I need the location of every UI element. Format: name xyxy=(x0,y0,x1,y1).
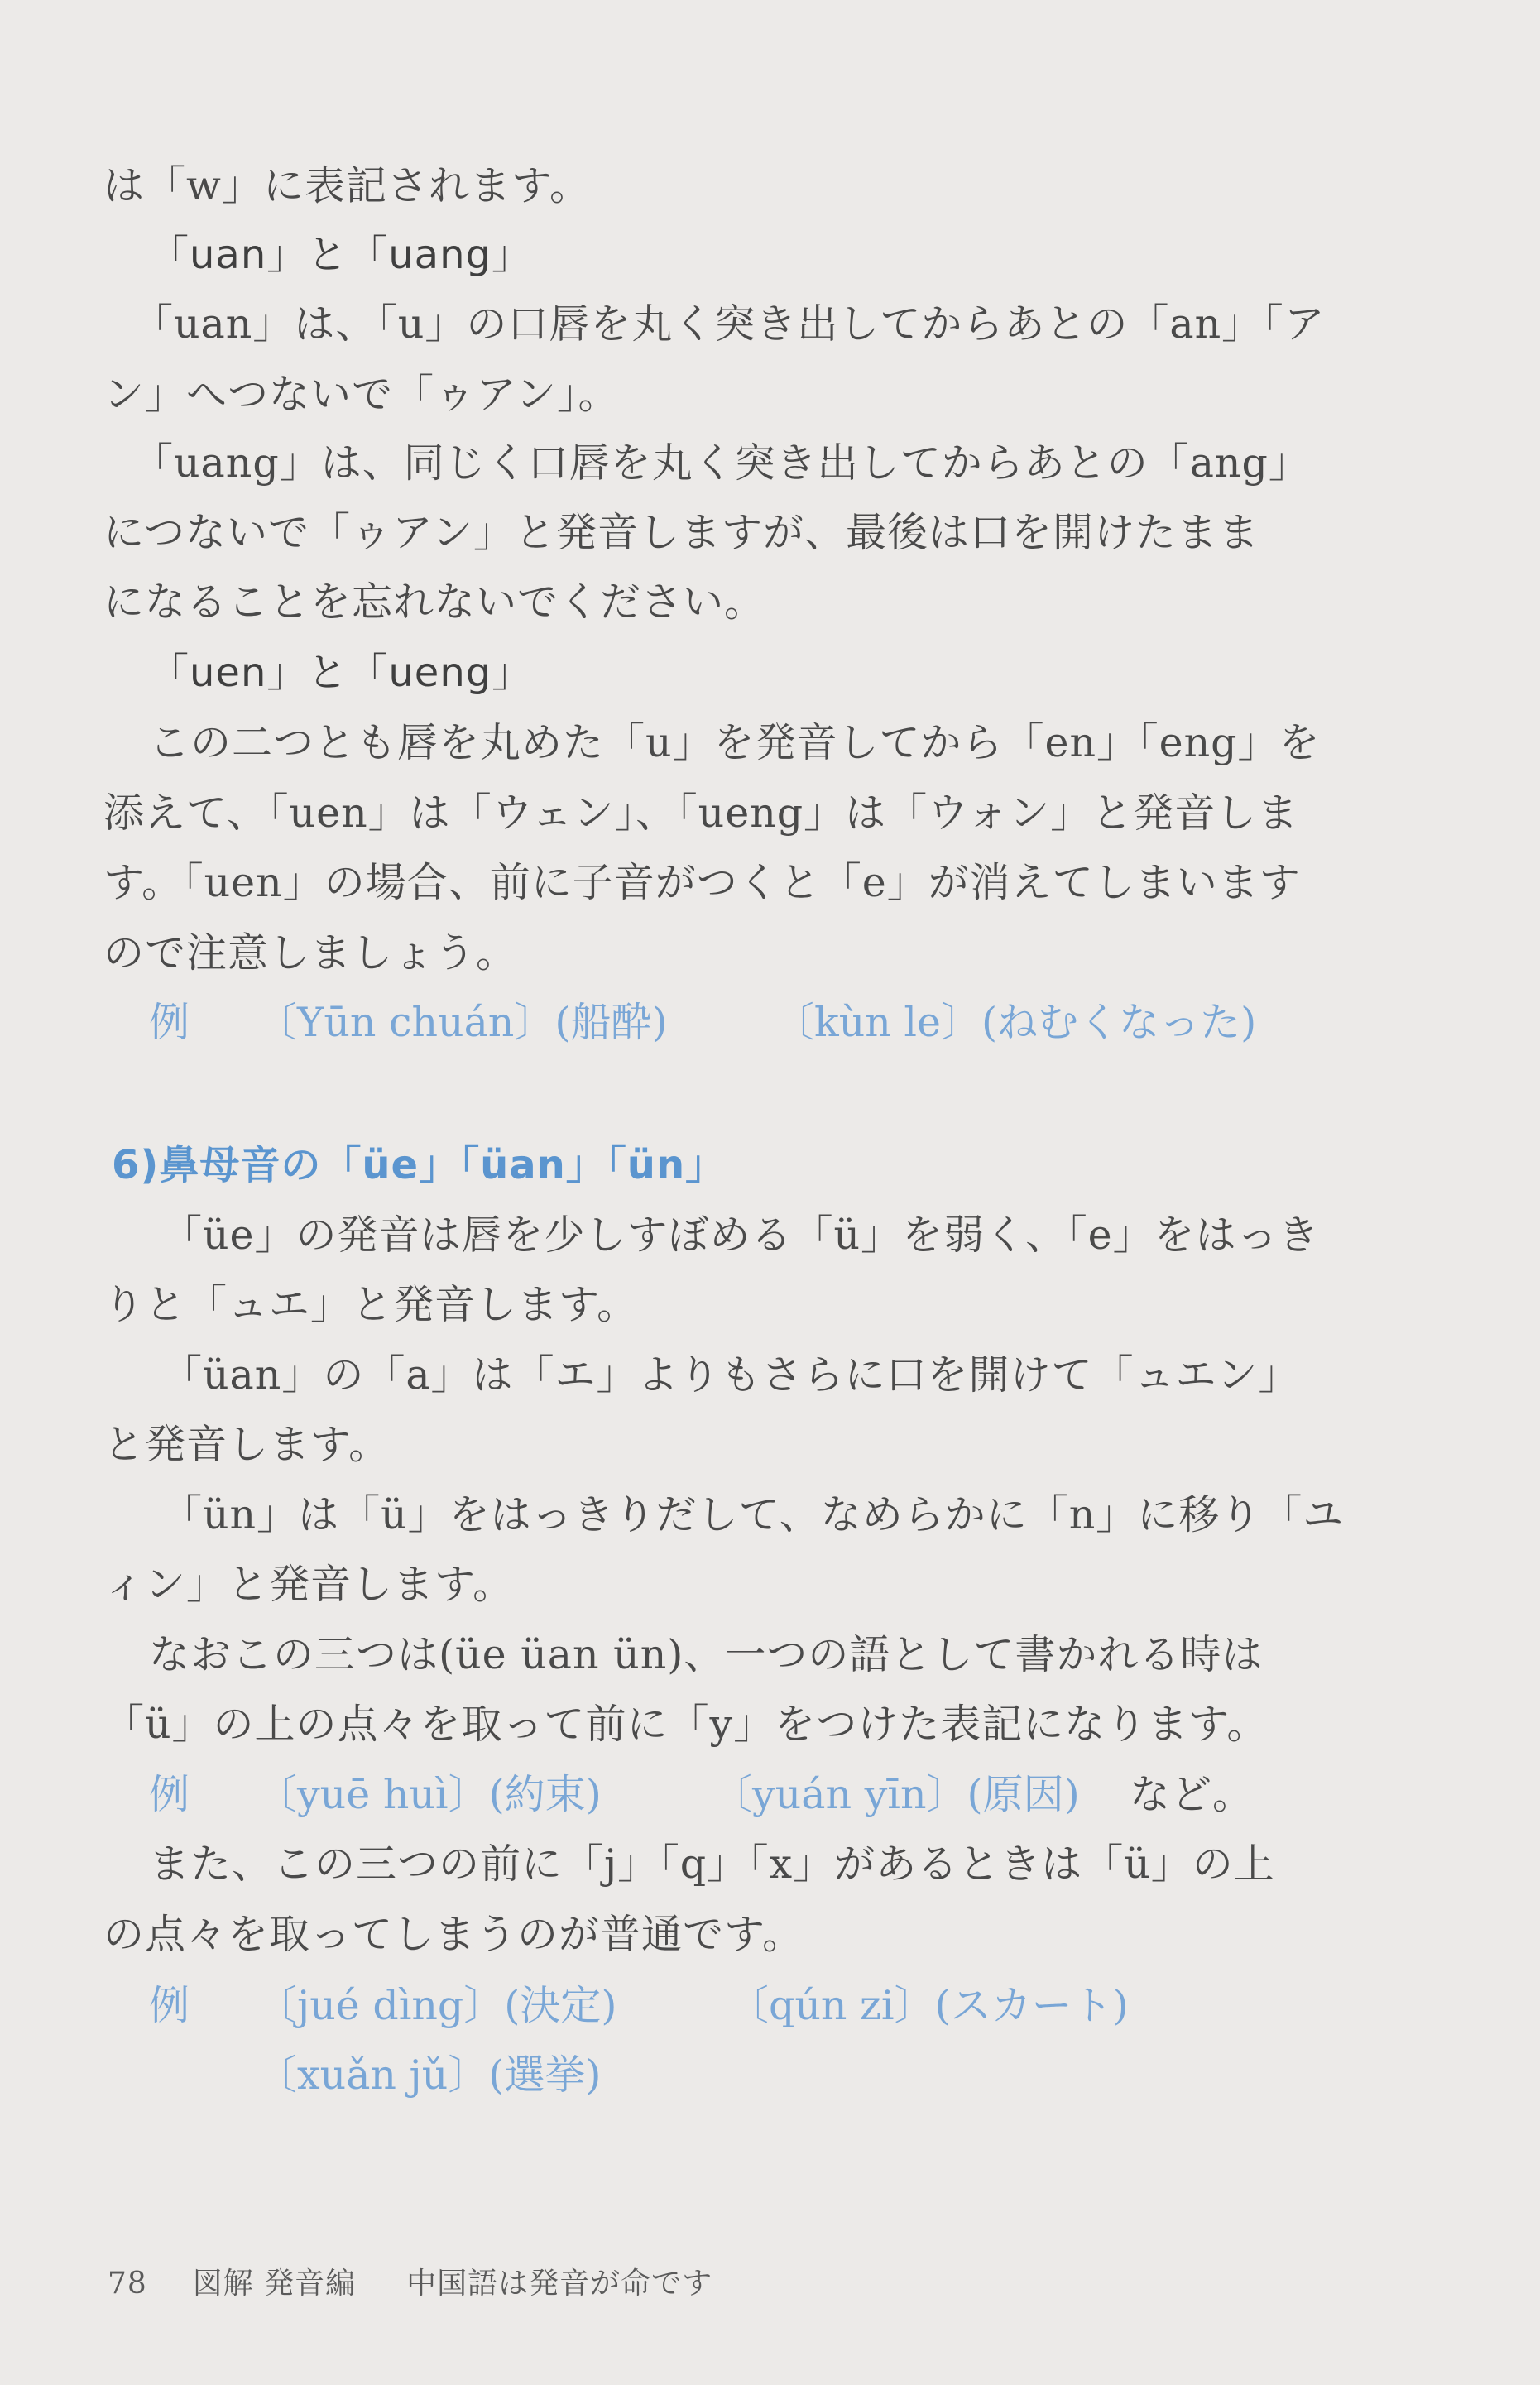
body-line: になることを忘れないでください。 xyxy=(103,578,766,626)
body-line: りと「ュエ」と発音します。 xyxy=(103,1281,639,1328)
body-line: の点々を取ってしまうのが普通です。 xyxy=(103,1911,804,1958)
example-item: 〔qún zi〕(スカート) xyxy=(728,1982,1129,2029)
body-line: 「uang」は、同じく口唇を丸く突き出してからあとの「ang」 xyxy=(132,439,1310,487)
page-number: 78 xyxy=(108,2267,147,2301)
example-label: 例 xyxy=(149,1771,190,1818)
body-line: なおこの三つは(üe üan ün)、一つの語として書かれる時は xyxy=(149,1631,1264,1678)
book-title: 図解 発音編 xyxy=(192,2267,357,2301)
body-line: す。「uen」の場合、前に子音がつくと「e」が消えてしまいます xyxy=(103,859,1301,906)
body-line: と発音します。 xyxy=(103,1421,391,1468)
example-item: 〔yuē huì〕(約束) xyxy=(257,1771,602,1818)
body-line: ので注意しましょう。 xyxy=(103,929,518,977)
example-item: 〔kùn le〕(ねむくなった) xyxy=(774,999,1257,1046)
example-item: 〔yuán yīn〕(原因) xyxy=(712,1771,1080,1818)
book-subtitle: 中国語は発音が命です xyxy=(406,2267,713,2301)
example-item: 〔Yūn chuán〕(船酔) xyxy=(257,999,668,1046)
body-line: ィン」と発音します。 xyxy=(103,1561,515,1608)
body-line: は「w」に表記されます。 xyxy=(103,162,592,209)
example-label: 例 xyxy=(149,999,190,1046)
body-line: につないで「ゥアン」と発音しますが、最後は口を開けたまま xyxy=(103,509,1260,556)
body-line: 「üan」の「a」は「エ」よりもさらに口を開けて「ュエン」 xyxy=(161,1351,1300,1399)
body-line: 添えて、「uen」は「ウェン」、「ueng」は「ウォン」と発音しま xyxy=(103,789,1299,837)
body-line: 「uan」は、「u」の口唇を丸く突き出してからあとの「an」「ア xyxy=(132,300,1326,348)
body-line: ン」へつないで「ゥアン」。 xyxy=(103,371,620,418)
page-footer xyxy=(108,2266,712,2302)
body-line: 「ün」は「ü」をはっきりだして、なめらかに「n」に移り「ユ xyxy=(161,1491,1345,1538)
body-line: 「üe」の発音は唇を少しすぼめる「ü」を弱く、「e」をはっき xyxy=(161,1212,1320,1259)
section-heading: 6)鼻母音の「üe」「üan」「ün」 xyxy=(112,1142,727,1188)
body-text: など。 xyxy=(1130,1771,1255,1818)
subsection-heading-uan-uang: 「uan」と「uang」 xyxy=(149,232,532,278)
example-item: 〔jué dìng〕(決定) xyxy=(257,1982,617,2029)
subsection-heading-uen-ueng: 「uen」と「ueng」 xyxy=(149,650,533,696)
example-item: 〔xuǎn jǔ〕(選挙) xyxy=(257,2051,602,2099)
example-label: 例 xyxy=(149,1982,190,2029)
body-line: この二つとも唇を丸めた「u」を発音してから「en」「eng」を xyxy=(149,719,1321,766)
body-line: また、この三つの前に「j」「q」「x」があるときは「ü」の上 xyxy=(149,1840,1275,1888)
body-line: 「ü」の上の点々を取って前に「y」をつけた表記になります。 xyxy=(103,1701,1269,1748)
